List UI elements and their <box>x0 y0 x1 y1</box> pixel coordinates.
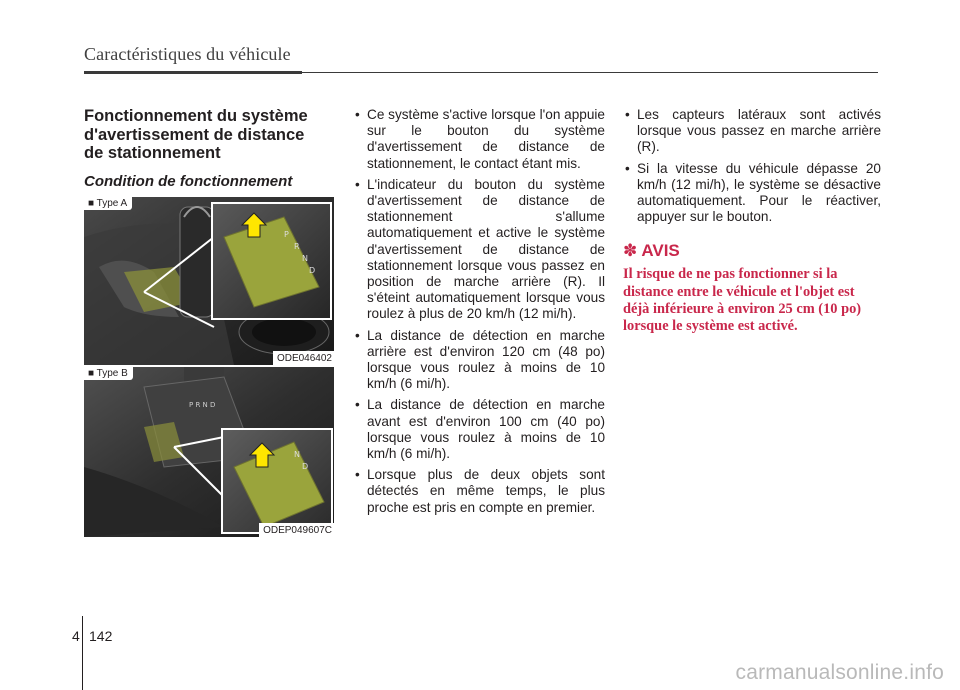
notice-title: ✽ AVIS <box>623 241 680 261</box>
bullet-item: • La distance de détection en marche arrière est d'environ 120 cm (48 po) lorsque vous roulez à moins de 10 km/h (6 mi/h). <box>353 328 605 393</box>
bullet-item: • Les capteurs latéraux sont activés lorsque vous passez en marche arrière (R). <box>623 107 881 156</box>
middle-column <box>353 107 605 521</box>
svg-text:R: R <box>294 241 300 251</box>
chapter-number: 4 <box>72 628 80 644</box>
svg-text:D: D <box>302 461 309 471</box>
section-title-line-3: de stationnement <box>84 144 221 162</box>
section-title-line-1: Fonctionnement du système <box>84 107 308 125</box>
page-header-title: Caractéristiques du véhicule <box>84 44 291 64</box>
right-column <box>623 107 881 335</box>
svg-text:D: D <box>309 265 316 275</box>
header-rule <box>84 72 878 73</box>
condition-bullet-list <box>353 107 605 516</box>
bullet-item: • La distance de détection en marche avant est d'environ 100 cm (40 po) lorsque vous roulez à moins de 10 km/h (6 mi/h). <box>353 397 605 462</box>
svg-text:P R N D: P R N D <box>189 400 216 409</box>
figure-type-a <box>84 197 334 365</box>
svg-text:N: N <box>302 253 308 263</box>
section-subtitle: Condition de fonctionnement <box>84 172 293 190</box>
left-column <box>84 107 334 537</box>
figure-type-b-code: ODEP049607C <box>259 523 334 537</box>
figure-type-a-code: ODE046402 <box>273 351 334 365</box>
figure-type-a-tag: ■ Type A <box>84 197 132 210</box>
section-title <box>84 107 334 163</box>
figure-type-b-tag: ■ Type B <box>84 367 133 380</box>
svg-text:N: N <box>294 449 300 459</box>
section-title-line-2: d'avertissement de distance <box>84 125 305 144</box>
svg-text:P: P <box>284 229 289 239</box>
figure-type-b <box>84 367 334 537</box>
figure-type-b-image <box>84 367 334 537</box>
notice-text: Il risque de ne pas fonctionner si la distance entre le véhicule et l'objet est déjà inférieure à environ 25 cm (10 po) lorsque le système est activé. <box>623 266 862 335</box>
bullet-item: • L'indicateur du bouton du système d'avertissement de distance de stationnement s'allume automatiquement et active le système d'avertissement de distance de stationnement lorsque vous passez en position de marche arrière (R). Il s'éteint automatiquement lorsque vous roulez à plus de 20 km/h (12 mi/h). <box>353 177 605 323</box>
bullet-item: • Si la vitesse du véhicule dépasse 20 km/h (12 mi/h), le système se désactive automatiquement. Pour le réactiver, appuyer sur le bouton. <box>623 161 881 226</box>
bullet-item: • Ce système s'active lorsque l'on appuie sur le bouton du système d'avertissement de distance de stationnement, le contact étant mis. <box>353 107 605 172</box>
condition-bullet-list-continued <box>623 107 881 225</box>
bullet-item: • Lorsque plus de deux objets sont détectés en même temps, le plus proche est pris en compte en premier. <box>353 467 605 516</box>
watermark: carmanualsonline.info <box>735 661 944 684</box>
figure-type-a-image <box>84 197 334 365</box>
footer-divider <box>82 616 83 690</box>
page-number: 142 <box>89 628 113 644</box>
